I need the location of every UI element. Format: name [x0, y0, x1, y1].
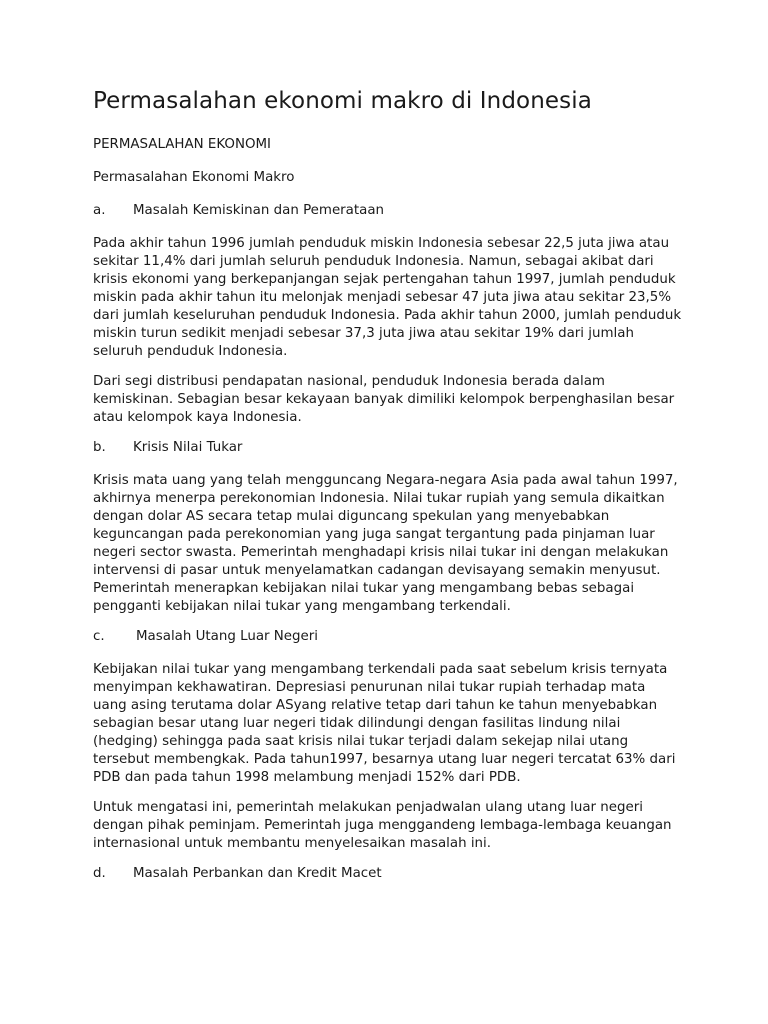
list-marker: c.	[93, 629, 105, 644]
paragraph: Kebijakan nilai tukar yang mengambang terkendali pada saat sebelum krisis ternyata menyimpan kekhawatiran. Depresiasi penurunan nilai tukar rupiah terhadap mata uang asing terutama dolar ASyang relative tetap dari tahun ke tahun menyebabkan sebagian besar utang luar negeri tidak dilindungi dengan fasilitas lindung nilai (hedging) sehingga pada saat krisis nilai tukar terjadi dalam sekejap nilai utang tersebut membengkak. Pada tahun1997, besarnya utang luar negeri tercatat 63% dari PDB dan pada tahun 1998 melambung menjadi 152% dari PDB.	[93, 662, 676, 785]
list-marker: a.	[93, 203, 106, 218]
list-heading-c	[93, 628, 683, 646]
document-page	[93, 86, 683, 898]
list-heading-d	[93, 865, 683, 883]
paragraph: Krisis mata uang yang telah mengguncang Negara-negara Asia pada awal tahun 1997, akhirnya menerpa perekonomian Indonesia. Nilai tukar rupiah yang semula dikaitkan dengan dolar AS secara tetap mulai diguncang spekulan yang menyebabkan keguncangan pada perekonomian yang juga sangat tergantung pada pinjaman luar negeri sector swasta. Pemerintah menghadapi krisis nilai tukar ini dengan melakukan intervensi di pasar untuk menyelamatkan cadangan devisayang semakin menyusut. Pemerintah menerapkan kebijakan nilai tukar yang mengambang bebas sebagai pengganti kebijakan nilai tukar yang mengambang terkendali.	[93, 473, 678, 614]
document-title: Permasalahan ekonomi makro di Indonesia	[93, 88, 592, 114]
list-marker: d.	[93, 866, 106, 881]
list-heading-text: Masalah Perbankan dan Kredit Macet	[133, 866, 382, 881]
paragraph: Dari segi distribusi pendapatan nasional, penduduk Indonesia berada dalam kemiskinan. Sebagian besar kekayaan banyak dimiliki kelompok berpenghasilan besar atau kelompok kaya Indonesia.	[93, 374, 675, 425]
list-heading-b	[93, 439, 683, 457]
section-subtitle: Permasalahan Ekonomi Makro	[93, 170, 295, 185]
section-title-upper: PERMASALAHAN EKONOMI	[93, 137, 272, 152]
list-heading-text: Masalah Utang Luar Negeri	[136, 629, 319, 644]
paragraph: Pada akhir tahun 1996 jumlah penduduk miskin Indonesia sebesar 22,5 juta jiwa atau sekitar 11,4% dari jumlah seluruh penduduk Indonesia. Namun, sebagai akibat dari krisis ekonomi yang berkepanjangan sejak pertengahan tahun 1997, jumlah penduduk miskin pada akhir tahun itu melonjak menjadi sebesar 47 juta jiwa atau sekitar 23,5% dari jumlah keseluruhan penduduk Indonesia. Pada akhir tahun 2000, jumlah penduduk miskin turun sedikit menjadi sebesar 37,3 juta jiwa atau sekitar 19% dari jumlah seluruh penduduk Indonesia.	[93, 236, 682, 359]
paragraph: Untuk mengatasi ini, pemerintah melakukan penjadwalan ulang utang luar negeri dengan pihak peminjam. Pemerintah juga menggandeng lembaga-lembaga keuangan internasional untuk membantu menyelesaikan masalah ini.	[93, 800, 672, 851]
list-heading-text: Krisis Nilai Tukar	[133, 440, 243, 455]
list-heading-a	[93, 202, 683, 220]
list-heading-text: Masalah Kemiskinan dan Pemerataan	[133, 203, 385, 218]
list-marker: b.	[93, 440, 106, 455]
